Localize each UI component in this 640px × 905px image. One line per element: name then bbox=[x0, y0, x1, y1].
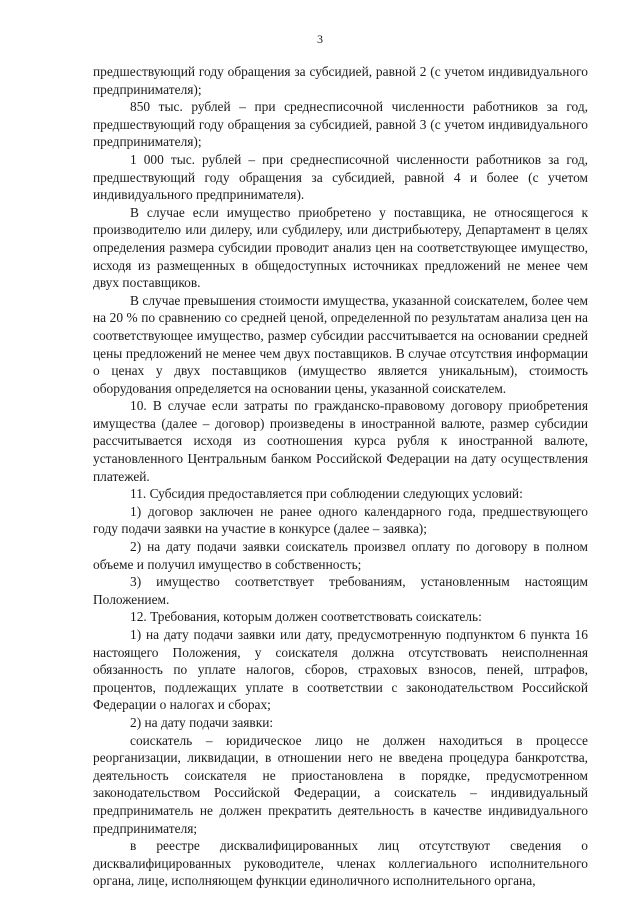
paragraph: 2) на дату подачи заявки: bbox=[130, 714, 274, 730]
page-number: 3 bbox=[317, 32, 323, 46]
paragraph: 3) имущество соответствует требованиям, установленным настоящим Положением. bbox=[93, 574, 588, 607]
paragraph: 12. Требования, которым должен соответствовать соискатель: bbox=[130, 609, 482, 625]
paragraph: в реестре дисквалифицированных лиц отсутствуют сведения о дисквалифицированных руководителе, членах коллегиального исполнительного органа, лице, исполняющем функции единоличного исполнительного органа, bbox=[93, 838, 588, 889]
paragraph: В случае если имущество приобретено у поставщика, не относящегося к производителю или дилеру, или субдилеру, или дистрибьютеру, Департамент в целях определения размера субсидии проводит анализ цен на соответствующее имущество, исходя из размещенных в общедоступных источниках предложений не менее чем двух поставщиков. bbox=[93, 204, 588, 291]
paragraph: 2) на дату подачи заявки соискатель произвел оплату по договору в полном объеме и получил имущество в собственность; bbox=[93, 539, 588, 572]
paragraph: предшествующий году обращения за субсидией, равной 2 (с учетом индивидуального предпринимателя); bbox=[93, 64, 588, 97]
paragraph: 1 000 тыс. рублей – при среднесписочной численности работников за год, предшествующий году обращения за субсидией, равной 4 и более (с учетом индивидуального предпринимателя). bbox=[93, 151, 588, 203]
paragraph: 10. В случае если затраты по гражданско-правовому договору приобретения имущества (далее – договор) произведены в иностранной валюте, размер субсидии рассчитывается исходя из соотношения курса рубля к иностранной валюте, установленного Центральным банком Российской Федерации на дату осуществления платежей. bbox=[93, 398, 588, 484]
paragraph: соискатель – юридическое лицо не должен находиться в процессе реорганизации, ликвидации, в отношении него не введена процедура банкротства, деятельность соискателя не приостановлена в порядке, предусмотренном законодательством Российской Федерации, а соискатель – индивидуальный предприниматель не должен прекратить деятельность в качестве индивидуального предпринимателя; bbox=[93, 732, 588, 836]
paragraph: В случае превышения стоимости имущества, указанной соискателем, более чем на 20 % по сравнению со средней ценой, определенной по результатам анализа цен на соответствующее имущество, размер субсидии рассчитывается на основании средней цены предложений не менее чем двух поставщиков. В случае отсутствия информации о ценах у двух поставщиков (имущество является уникальным), стоимость оборудования определяется на основании цены, указанной соискателем. bbox=[93, 292, 588, 396]
paragraph: 850 тыс. рублей – при среднесписочной численности работников за год, предшествующий году обращения за субсидией, равной 3 (с учетом индивидуального предпринимателя); bbox=[93, 99, 588, 150]
paragraph: 1) договор заключен не ранее одного календарного года, предшествующего году подачи заявки на участие в конкурсе (далее – заявка); bbox=[93, 503, 588, 537]
document-body bbox=[93, 63, 588, 890]
paragraph: 1) на дату подачи заявки или дату, предусмотренную подпунктом 6 пункта 16 настоящего Положения, у соискателя должна отсутствовать неисполненная обязанность по уплате налогов, сборов, страховых взносов, пеней, штрафов, процентов, подлежащих уплате в соответствии с законодательством Российской Федерации о налогах и сборах; bbox=[93, 627, 588, 713]
paragraph: 11. Субсидия предоставляется при соблюдении следующих условий: bbox=[130, 486, 523, 502]
